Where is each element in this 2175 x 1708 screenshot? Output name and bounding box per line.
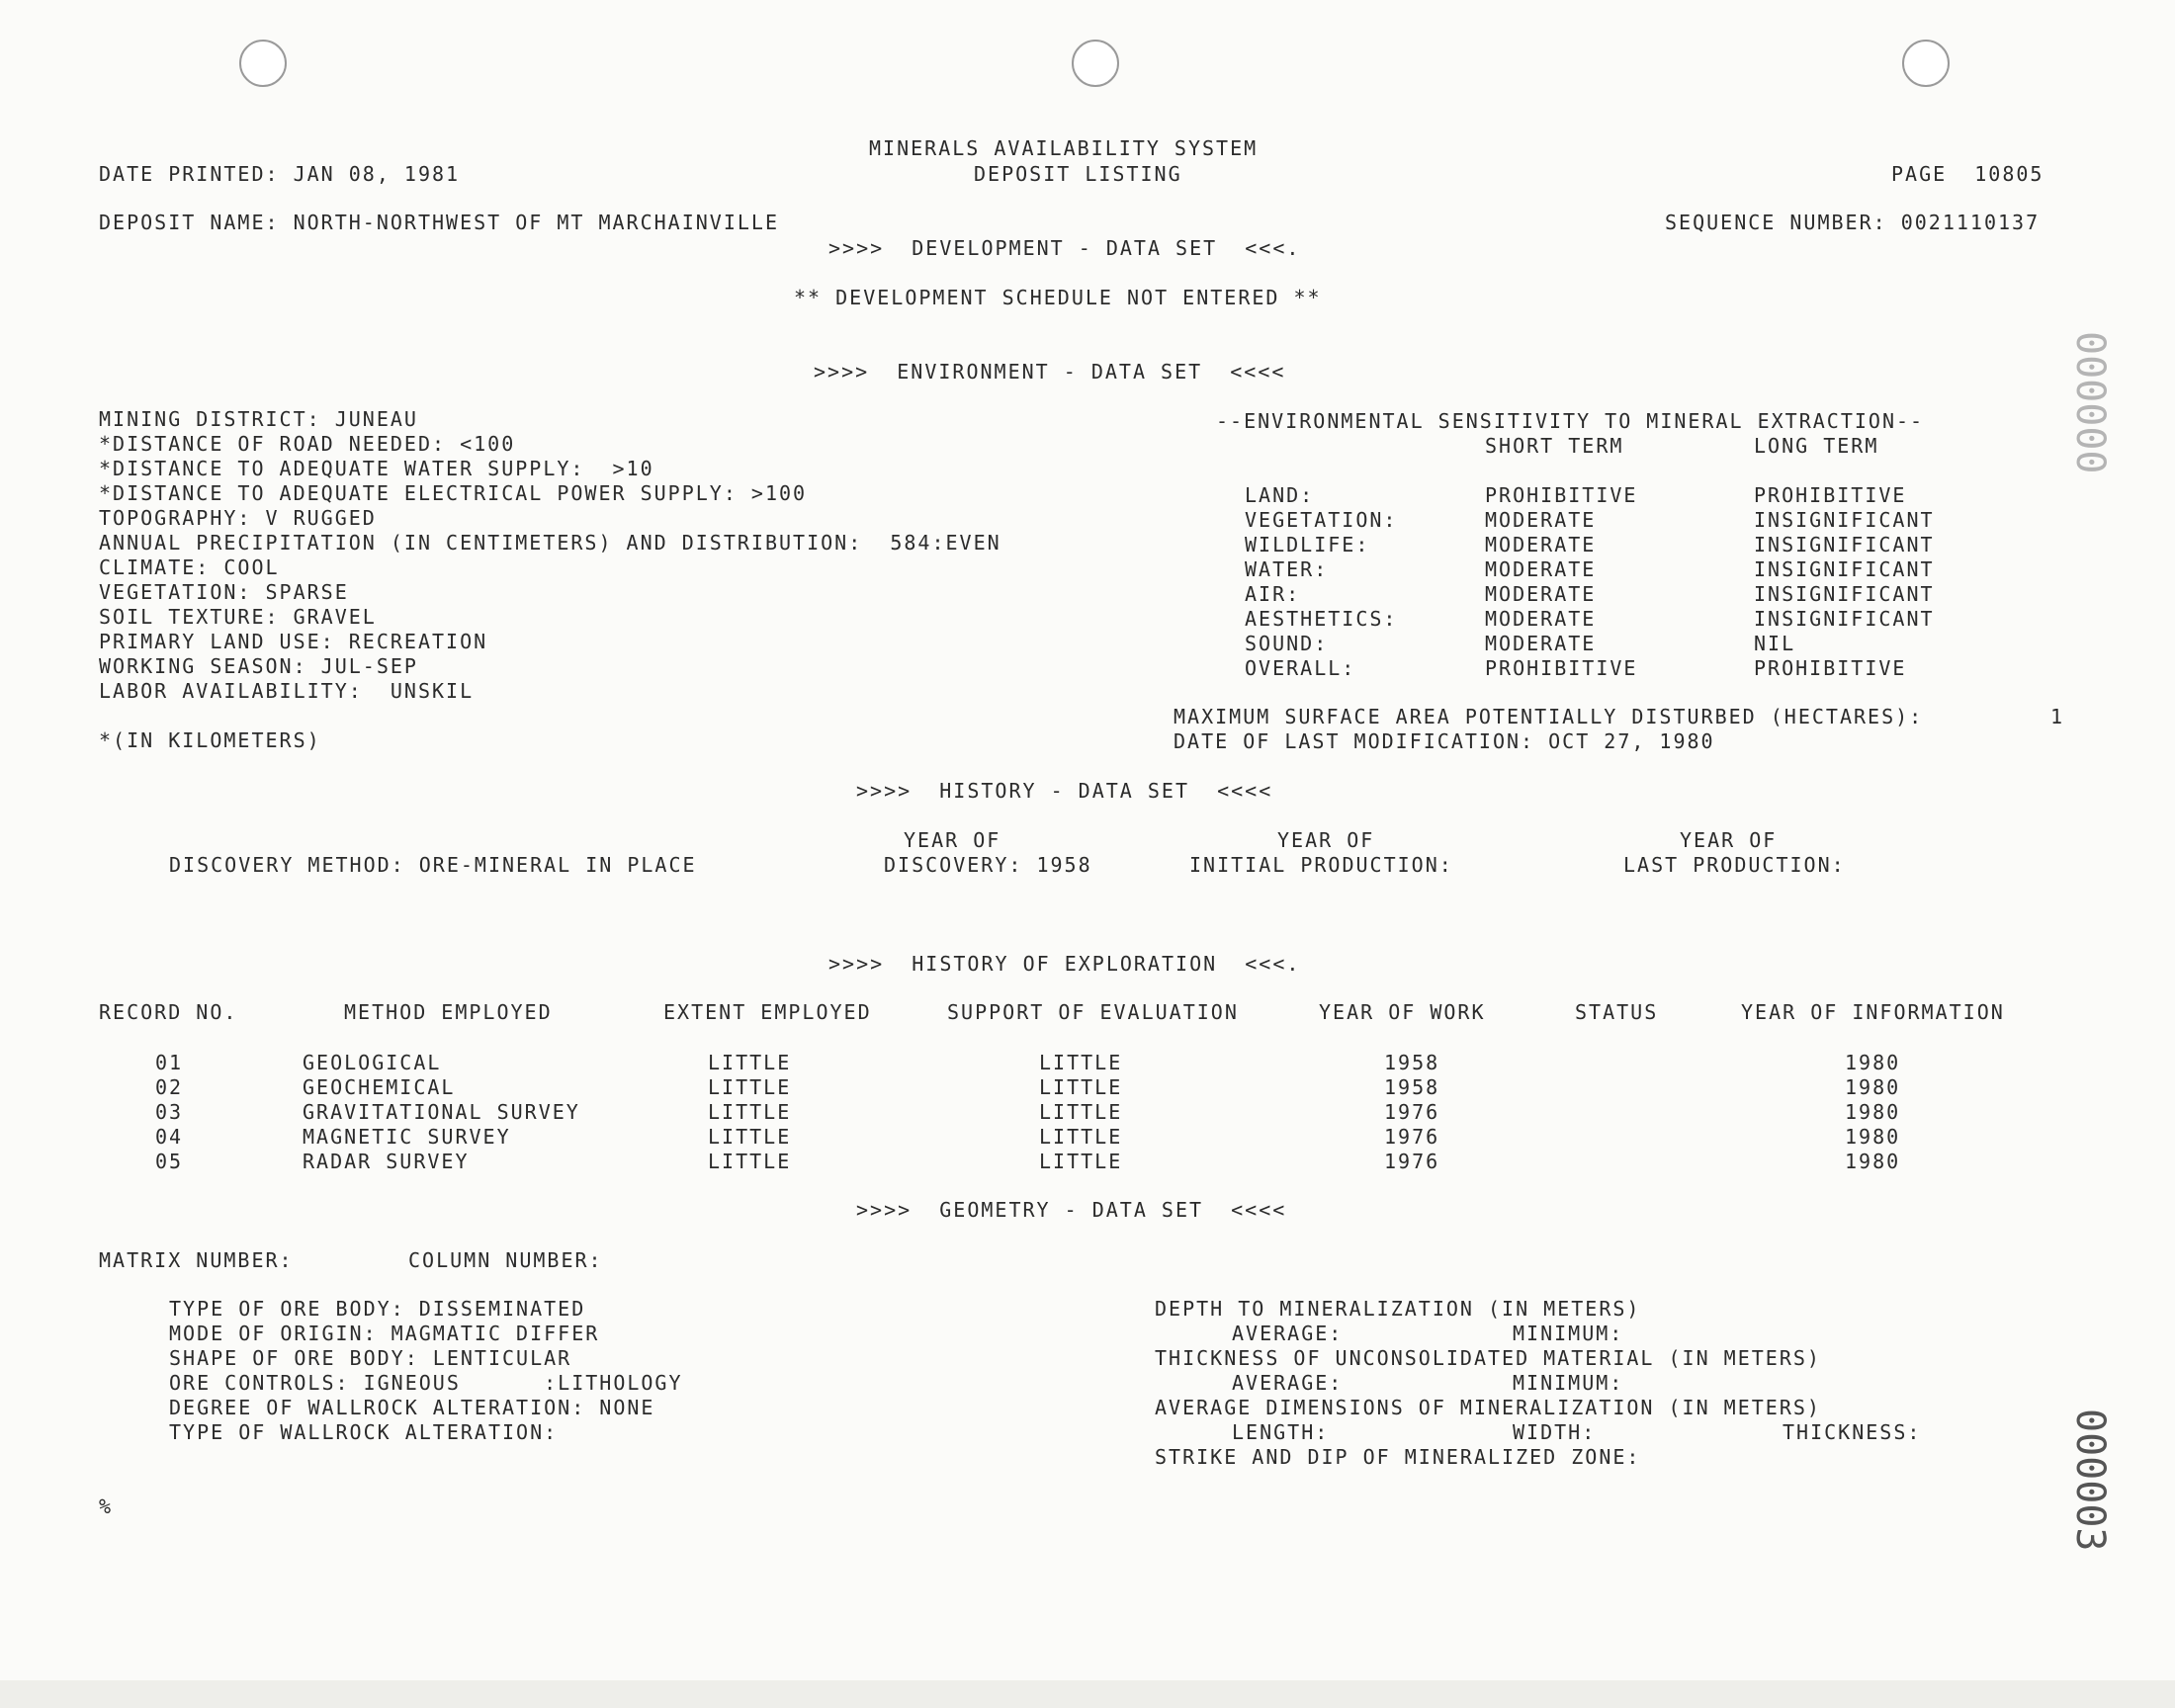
- system-title: MINERALS AVAILABILITY SYSTEM: [869, 136, 1259, 160]
- environment-left-block: [99, 407, 1001, 704]
- depth-minimum: MINIMUM:: [1513, 1322, 1624, 1345]
- table-cell: 1980: [1845, 1125, 1901, 1149]
- col-status: STATUS: [1575, 1000, 1659, 1024]
- ore-controls: ORE CONTROLS: IGNEOUS :LITHOLOGY: [169, 1371, 683, 1395]
- table-cell: MAGNETIC SURVEY: [303, 1125, 511, 1149]
- column-number: COLUMN NUMBER:: [408, 1248, 603, 1272]
- max-surface-area-value: 1: [2050, 705, 2065, 728]
- strike-and-dip: STRIKE AND DIP OF MINERALIZED ZONE:: [1155, 1445, 1641, 1469]
- dimension-thickness: THICKNESS:: [1783, 1420, 1922, 1444]
- development-heading: >>>> DEVELOPMENT - DATA SET <<<.: [828, 236, 1301, 260]
- table-cell: 1976: [1384, 1150, 1440, 1173]
- table-cell: 1980: [1845, 1150, 1901, 1173]
- short-term-header: SHORT TERM: [1485, 434, 1624, 458]
- precipitation: ANNUAL PRECIPITATION (IN CENTIMETERS) AND DISTRIBUTION: 584:EVEN: [99, 531, 1001, 555]
- scan-margin: [0, 1680, 2175, 1708]
- power-distance: *DISTANCE TO ADEQUATE ELECTRICAL POWER SUPPLY: >100: [99, 481, 808, 505]
- table-row: 03: [155, 1100, 184, 1124]
- table-cell: 1976: [1384, 1125, 1440, 1149]
- table-cell: RADAR SURVEY: [303, 1150, 470, 1173]
- factor-overall: OVERALL:: [1245, 656, 1356, 680]
- table-cell: 1980: [1845, 1075, 1901, 1099]
- table-cell: GRAVITATIONAL SURVEY: [303, 1100, 580, 1124]
- topography: TOPOGRAPHY: V RUGGED: [99, 506, 377, 530]
- max-surface-area: MAXIMUM SURFACE AREA POTENTIALLY DISTURBED (HECTARES):: [1174, 705, 1924, 728]
- thickness-average: AVERAGE:: [1232, 1371, 1344, 1395]
- exploration-year-of-work: [1384, 1051, 1439, 1174]
- short-sound: MODERATE: [1485, 632, 1597, 655]
- discovery-year: DISCOVERY: 1958: [884, 853, 1092, 877]
- punch-hole-right: [1902, 40, 1950, 87]
- thickness-minimum: MINIMUM:: [1513, 1371, 1624, 1395]
- long-overall: PROHIBITIVE: [1754, 656, 1907, 680]
- listing-title: DEPOSIT LISTING: [974, 162, 1182, 186]
- kilometers-note: *(IN KILOMETERS): [99, 728, 321, 752]
- exploration-year-of-information: [1845, 1051, 1900, 1174]
- long-sound: NIL: [1754, 632, 1796, 655]
- depth-average: AVERAGE:: [1232, 1322, 1344, 1345]
- exploration-support: [1039, 1051, 1122, 1174]
- initial-production: INITIAL PRODUCTION:: [1189, 853, 1453, 877]
- sensitivity-long-term: [1754, 483, 1935, 681]
- exploration-record-numbers: [155, 1051, 183, 1174]
- sequence-number: SEQUENCE NUMBER: 0021110137: [1665, 211, 2041, 234]
- table-row: 04: [155, 1125, 184, 1149]
- depth-to-mineralization: DEPTH TO MINERALIZATION (IN METERS): [1155, 1297, 1641, 1321]
- factor-aesthetics: AESTHETICS:: [1245, 607, 1398, 631]
- col-extent: EXTENT EMPLOYED: [663, 1000, 872, 1024]
- soil-texture: SOIL TEXTURE: GRAVEL: [99, 605, 377, 629]
- last-production: LAST PRODUCTION:: [1623, 853, 1846, 877]
- development-note: ** DEVELOPMENT SCHEDULE NOT ENTERED **: [794, 286, 1322, 309]
- sensitivity-short-term: [1485, 483, 1637, 681]
- factor-wildlife: WILDLIFE:: [1245, 533, 1370, 556]
- deposit-name: DEPOSIT NAME: NORTH-NORTHWEST OF MT MARCHAINVILLE: [99, 211, 780, 234]
- short-aesthetics: MODERATE: [1485, 607, 1597, 631]
- col-method: METHOD EMPLOYED: [344, 1000, 553, 1024]
- history-heading: >>>> HISTORY - DATA SET <<<<: [856, 779, 1273, 803]
- long-vegetation: INSIGNIFICANT: [1754, 508, 1935, 532]
- exploration-extents: [708, 1051, 791, 1174]
- faint-side-stamp: 000000: [2067, 331, 2113, 474]
- road-distance: *DISTANCE OF ROAD NEEDED: <100: [99, 432, 516, 456]
- year-of-last-label: YEAR OF: [1680, 828, 1778, 852]
- short-water: MODERATE: [1485, 557, 1597, 581]
- end-marker: %: [99, 1494, 114, 1518]
- year-of-initial-label: YEAR OF: [1277, 828, 1375, 852]
- table-cell: LITTLE: [1039, 1125, 1123, 1149]
- geometry-left-block: [169, 1297, 683, 1445]
- short-wildlife: MODERATE: [1485, 533, 1597, 556]
- table-cell: GEOCHEMICAL: [303, 1075, 456, 1099]
- factor-sound: SOUND:: [1245, 632, 1329, 655]
- factor-air: AIR:: [1245, 582, 1301, 606]
- table-row: 05: [155, 1150, 184, 1173]
- geometry-heading: >>>> GEOMETRY - DATA SET <<<<: [856, 1198, 1287, 1222]
- water-distance: *DISTANCE TO ADEQUATE WATER SUPPLY: >10: [99, 457, 654, 480]
- table-row: 01: [155, 1051, 184, 1074]
- climate: CLIMATE: COOL: [99, 555, 280, 579]
- factor-land: LAND:: [1245, 483, 1315, 507]
- table-cell: LITTLE: [708, 1075, 792, 1099]
- exploration-methods: [303, 1051, 580, 1174]
- col-year-of-work: YEAR OF WORK: [1319, 1000, 1486, 1024]
- year-of-discovery-label: YEAR OF: [904, 828, 1001, 852]
- last-modification: DATE OF LAST MODIFICATION: OCT 27, 1980: [1174, 729, 1715, 753]
- environment-heading: >>>> ENVIRONMENT - DATA SET <<<<: [814, 360, 1286, 384]
- factor-water: WATER:: [1245, 557, 1329, 581]
- short-land: PROHIBITIVE: [1485, 483, 1638, 507]
- discovery-method: DISCOVERY METHOD: ORE-MINERAL IN PLACE: [169, 853, 697, 877]
- labor-availability: LABOR AVAILABILITY: UNSKIL: [99, 679, 475, 703]
- long-air: INSIGNIFICANT: [1754, 582, 1935, 606]
- table-cell: LITTLE: [708, 1150, 792, 1173]
- col-record-no: RECORD NO.: [99, 1000, 238, 1024]
- table-cell: LITTLE: [1039, 1075, 1123, 1099]
- table-cell: LITTLE: [708, 1125, 792, 1149]
- table-cell: 1980: [1845, 1051, 1901, 1074]
- table-cell: GEOLOGICAL: [303, 1051, 442, 1074]
- matrix-number: MATRIX NUMBER:: [99, 1248, 294, 1272]
- date-printed: DATE PRINTED: JAN 08, 1981: [99, 162, 461, 186]
- short-overall: PROHIBITIVE: [1485, 656, 1638, 680]
- side-page-stamp: 000003: [2067, 1409, 2113, 1552]
- wallrock-alteration-type: TYPE OF WALLROCK ALTERATION:: [169, 1420, 559, 1444]
- type-of-ore-body: TYPE OF ORE BODY: DISSEMINATED: [169, 1297, 586, 1321]
- table-cell: 1980: [1845, 1100, 1901, 1124]
- exploration-heading: >>>> HISTORY OF EXPLORATION <<<.: [828, 952, 1301, 976]
- shape-of-ore-body: SHAPE OF ORE BODY: LENTICULAR: [169, 1346, 572, 1370]
- table-cell: LITTLE: [1039, 1100, 1123, 1124]
- factor-vegetation: VEGETATION:: [1245, 508, 1398, 532]
- mode-of-origin: MODE OF ORIGIN: MAGMATIC DIFFER: [169, 1322, 600, 1345]
- table-cell: LITTLE: [1039, 1150, 1123, 1173]
- table-cell: 1958: [1384, 1051, 1440, 1074]
- punch-hole-left: [239, 40, 287, 87]
- long-land: PROHIBITIVE: [1754, 483, 1907, 507]
- table-cell: LITTLE: [1039, 1051, 1123, 1074]
- sensitivity-factors: [1245, 483, 1397, 681]
- vegetation: VEGETATION: SPARSE: [99, 580, 349, 604]
- table-cell: 1976: [1384, 1100, 1440, 1124]
- page-number: PAGE 10805: [1891, 162, 2044, 186]
- short-air: MODERATE: [1485, 582, 1597, 606]
- punch-hole-center: [1072, 40, 1119, 87]
- long-water: INSIGNIFICANT: [1754, 557, 1935, 581]
- thickness-unconsolidated: THICKNESS OF UNCONSOLIDATED MATERIAL (IN METERS): [1155, 1346, 1821, 1370]
- col-support: SUPPORT OF EVALUATION: [947, 1000, 1239, 1024]
- mining-district: MINING DISTRICT: JUNEAU: [99, 407, 418, 431]
- short-vegetation: MODERATE: [1485, 508, 1597, 532]
- sensitivity-heading: --ENVIRONMENTAL SENSITIVITY TO MINERAL EXTRACTION--: [1216, 409, 1925, 433]
- table-cell: LITTLE: [708, 1100, 792, 1124]
- table-cell: LITTLE: [708, 1051, 792, 1074]
- long-aesthetics: INSIGNIFICANT: [1754, 607, 1935, 631]
- dimension-length: LENGTH:: [1232, 1420, 1330, 1444]
- long-wildlife: INSIGNIFICANT: [1754, 533, 1935, 556]
- table-cell: 1958: [1384, 1075, 1440, 1099]
- table-row: 02: [155, 1075, 184, 1099]
- average-dimensions: AVERAGE DIMENSIONS OF MINERALIZATION (IN METERS): [1155, 1396, 1821, 1419]
- col-year-of-information: YEAR OF INFORMATION: [1741, 1000, 2005, 1024]
- wallrock-alteration-degree: DEGREE OF WALLROCK ALTERATION: NONE: [169, 1396, 655, 1419]
- working-season: WORKING SEASON: JUL-SEP: [99, 654, 418, 678]
- primary-land-use: PRIMARY LAND USE: RECREATION: [99, 630, 488, 653]
- long-term-header: LONG TERM: [1754, 434, 1879, 458]
- dimension-width: WIDTH:: [1513, 1420, 1597, 1444]
